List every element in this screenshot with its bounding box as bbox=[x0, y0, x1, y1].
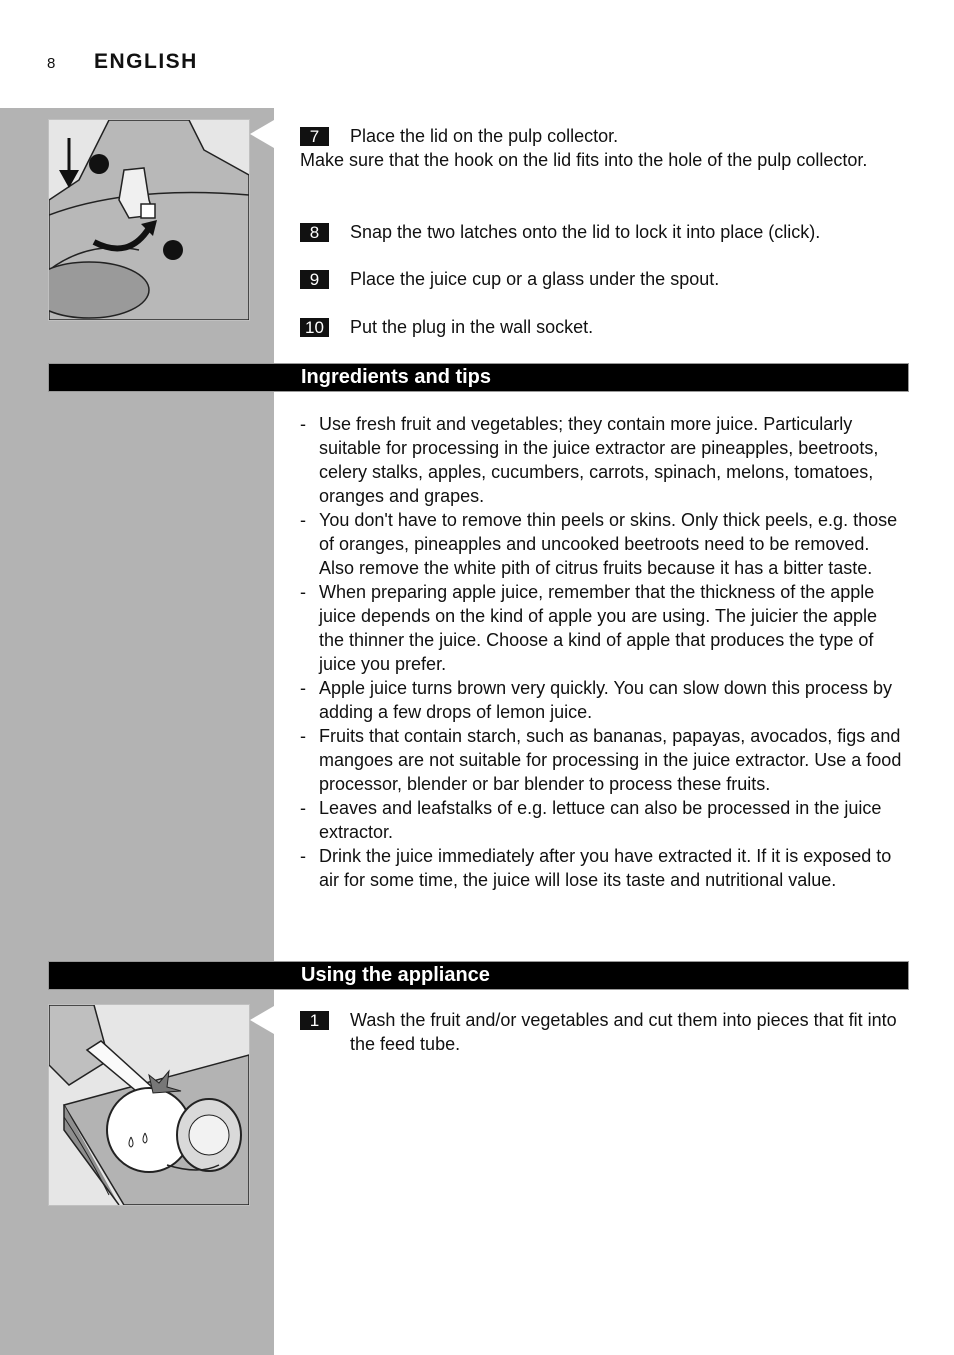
cutting-fruit-illustration bbox=[48, 1004, 250, 1206]
list-item bbox=[300, 508, 907, 580]
list-item bbox=[300, 844, 907, 892]
bullet-dash: - bbox=[300, 582, 306, 602]
section-heading-using bbox=[48, 961, 909, 990]
lid-latch-illustration bbox=[48, 119, 250, 321]
step-number-badge: 9 bbox=[300, 270, 329, 289]
bullet-dash: - bbox=[300, 726, 306, 746]
callout-pointer bbox=[250, 1006, 274, 1034]
page-number: 8 bbox=[47, 55, 56, 72]
list-item bbox=[300, 412, 907, 508]
step-1 bbox=[300, 1008, 905, 1056]
step-number-badge: 10 bbox=[300, 318, 329, 337]
step-9 bbox=[300, 267, 905, 291]
list-item bbox=[300, 580, 907, 676]
step-7 bbox=[300, 124, 905, 148]
step-10 bbox=[300, 315, 905, 339]
step-text: Put the plug in the wall socket. bbox=[350, 317, 594, 337]
step-number-badge: 7 bbox=[300, 127, 329, 146]
bullet-dash: - bbox=[300, 414, 306, 434]
tip-text: Fruits that contain starch, such as bananas, papayas, avocados, figs and mangoes are not suitable for processing in the juice extractor. Use a food processor, blender or bar blender to process these fruits. bbox=[319, 726, 902, 794]
tips-list bbox=[300, 412, 907, 892]
list-item bbox=[300, 676, 907, 724]
tip-text: You don't have to remove thin peels or skins. Only thick peels, e.g. those of oranges, pineapples and uncooked beetroots need to be removed. Also remove the white pith of citrus fruits because it has a bitter taste. bbox=[319, 510, 898, 578]
section-title: Ingredients and tips bbox=[301, 366, 492, 388]
step-text: Snap the two latches onto the lid to lock it into place (click). bbox=[350, 222, 821, 242]
step-7-note: Make sure that the hook on the lid fits into the hole of the pulp collector. bbox=[300, 150, 868, 170]
bullet-dash: - bbox=[300, 846, 306, 866]
section-title: Using the appliance bbox=[301, 964, 490, 986]
step-text: Wash the fruit and/or vegetables and cut them into pieces that fit into the feed tube. bbox=[350, 1010, 897, 1054]
cutting-fruit-drawing bbox=[49, 1005, 249, 1205]
section-heading-ingredients bbox=[48, 363, 909, 392]
tip-text: Apple juice turns brown very quickly. You can slow down this process by adding a few drops of lemon juice. bbox=[319, 678, 892, 722]
language-heading: ENGLISH bbox=[94, 50, 198, 73]
bullet-dash: - bbox=[300, 510, 306, 530]
step-number-badge: 8 bbox=[300, 223, 329, 242]
callout-pointer bbox=[250, 120, 274, 148]
tip-text: Use fresh fruit and vegetables; they contain more juice. Particularly suitable for processing in the juice extractor are pineapples, beetroots, celery stalks, apples, cucumbers, carrots, spinach, melons, tomatoes, oranges and grapes. bbox=[319, 414, 879, 506]
step-8 bbox=[300, 220, 905, 244]
list-item bbox=[300, 796, 907, 844]
bullet-dash: - bbox=[300, 798, 306, 818]
tip-text: Drink the juice immediately after you have extracted it. If it is exposed to air for some time, the juice will lose its taste and nutritional value. bbox=[319, 846, 892, 890]
list-item bbox=[300, 724, 907, 796]
tip-text: When preparing apple juice, remember that the thickness of the apple juice depends on the kind of apple you are using. The juicier the apple the thinner the juice. Choose a kind of apple that produces the type of juice you prefer. bbox=[319, 582, 878, 674]
tip-text: Leaves and leafstalks of e.g. lettuce can also be processed in the juice extractor. bbox=[319, 798, 882, 842]
step-text: Place the juice cup or a glass under the spout. bbox=[350, 269, 720, 289]
bullet-dash: - bbox=[300, 678, 306, 698]
step-number-badge: 1 bbox=[300, 1011, 329, 1030]
step-text: Place the lid on the pulp collector. bbox=[350, 126, 619, 146]
lid-latch-drawing bbox=[49, 120, 249, 320]
